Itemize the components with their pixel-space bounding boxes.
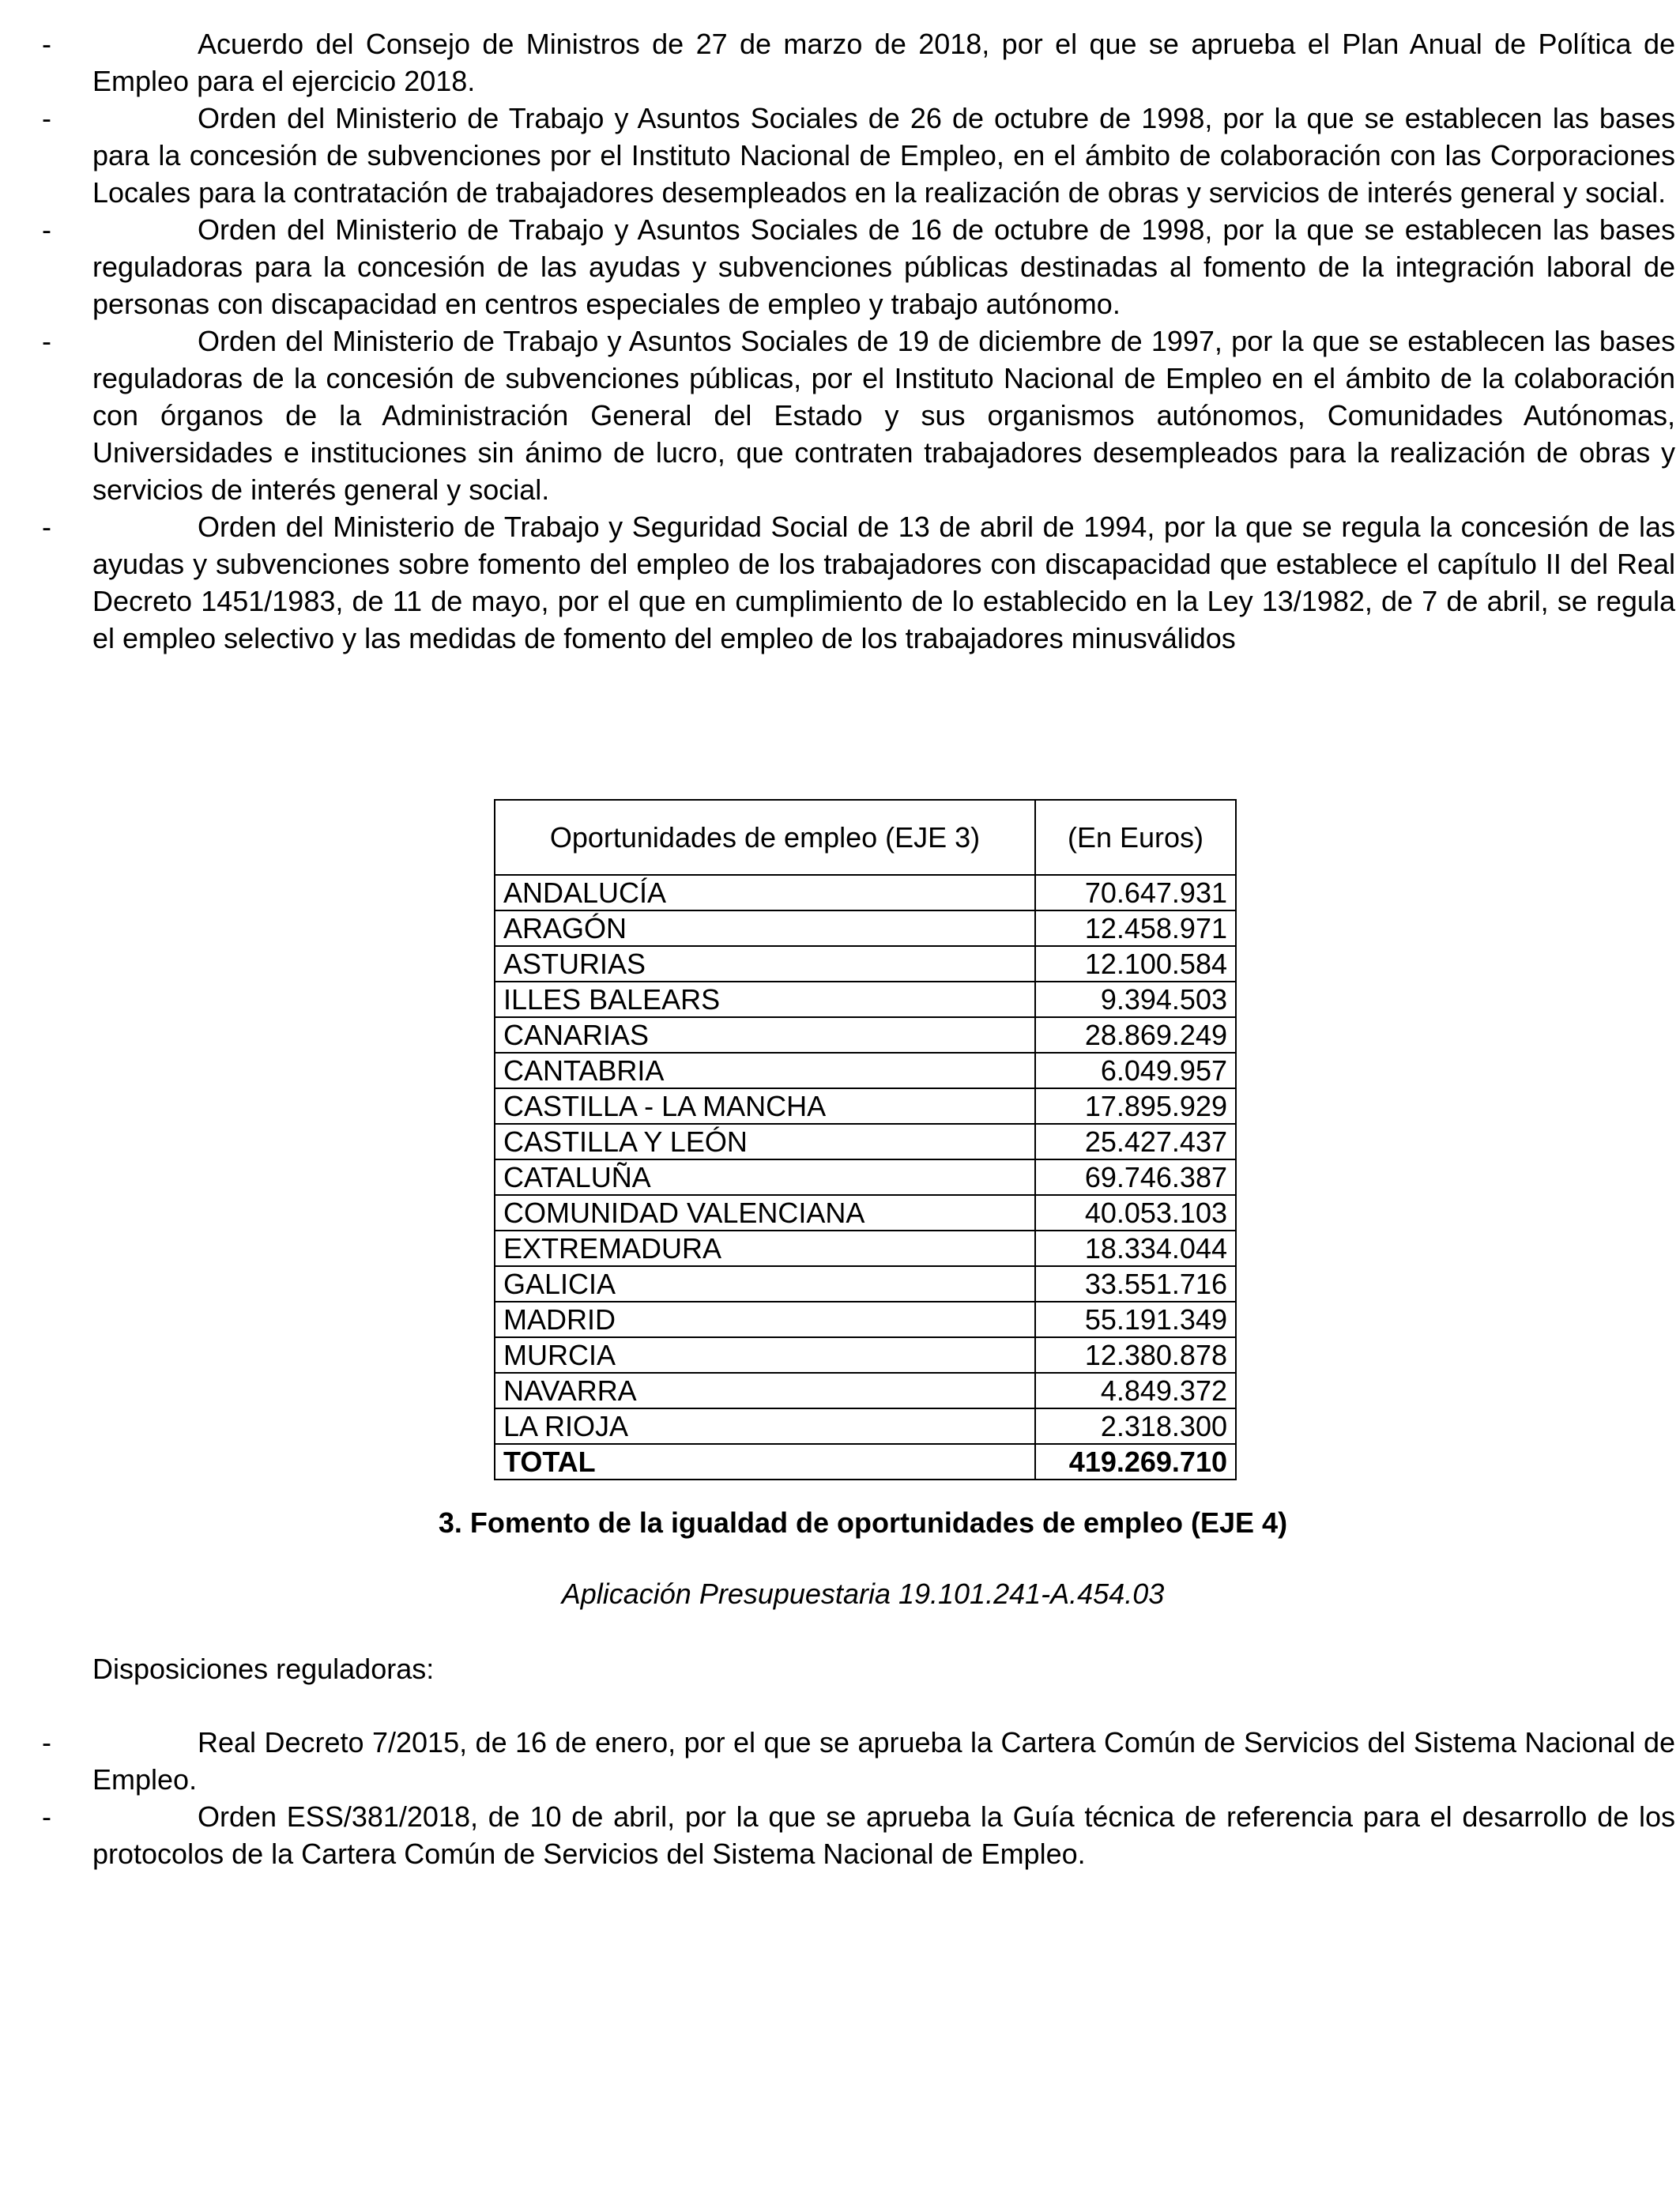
table-body [495, 875, 1236, 1480]
regulations-list-bottom [42, 1724, 1675, 1872]
region-amount: 12.380.878 [1035, 1337, 1236, 1373]
region-name: NAVARRA [495, 1373, 1035, 1408]
region-name: EXTREMADURA [495, 1231, 1035, 1266]
list-dash: - [42, 325, 51, 357]
table-header-name: Oportunidades de empleo (EJE 3) [495, 800, 1035, 875]
table-row [495, 910, 1236, 946]
section-heading: 3. Fomento de la igualdad de oportunidades de empleo (EJE 4) [438, 1506, 1288, 1539]
regulations-list-top [42, 25, 1675, 657]
table-row [495, 1088, 1236, 1124]
region-amount: 55.191.349 [1035, 1302, 1236, 1337]
table-row [495, 1195, 1236, 1231]
region-amount: 12.458.971 [1035, 910, 1236, 946]
region-amount: 6.049.957 [1035, 1053, 1236, 1088]
list-item [42, 322, 1675, 508]
region-amount: 33.551.716 [1035, 1266, 1236, 1302]
list-dash: - [42, 28, 51, 60]
region-name: CASTILLA Y LEÓN [495, 1124, 1035, 1159]
table-row [495, 1124, 1236, 1159]
list-item-text: Orden del Ministerio de Trabajo y Asuntos Sociales de 19 de diciembre de 1997, por la que se establecen las bases reguladoras de la concesión de subvenciones públicas, por el Instituto Nacional de Empleo en el ámbito de la colaboración con órganos de la Administración General del Estado y sus organismos autónomos, Comunidades Autónomas, Universidades e instituciones sin ánimo de lucro, que contraten trabajadores desempleados para la realización de obras y servicios de interés general y social. [92, 325, 1675, 506]
region-name: GALICIA [495, 1266, 1035, 1302]
list-item-text: Orden ESS/381/2018, de 10 de abril, por la que se aprueba la Guía técnica de referencia para el desarrollo de los protocolos de la Cartera Común de Servicios del Sistema Nacional de Empleo. [92, 1800, 1675, 1870]
table-row [495, 1408, 1236, 1444]
list-item [42, 25, 1675, 100]
list-item-text: Real Decreto 7/2015, de 16 de enero, por el que se aprueba la Cartera Común de Servicios del Sistema Nacional de Empleo. [92, 1726, 1675, 1796]
region-name: LA RIOJA [495, 1408, 1035, 1444]
total-label: TOTAL [495, 1444, 1035, 1480]
total-amount: 419.269.710 [1035, 1444, 1236, 1480]
region-amount: 2.318.300 [1035, 1408, 1236, 1444]
table-row [495, 1231, 1236, 1266]
dispositions-label: Disposiciones reguladoras: [92, 1653, 435, 1685]
list-item [42, 211, 1675, 322]
list-dash: - [42, 1726, 51, 1759]
funding-table [494, 799, 1237, 1480]
table-row [495, 875, 1236, 910]
list-dash: - [42, 213, 51, 246]
list-item-text: Orden del Ministerio de Trabajo y Asuntos Sociales de 16 de octubre de 1998, por la que se establecen las bases reguladoras para la concesión de las ayudas y subvenciones públicas destinadas al fomento de la integración laboral de personas con discapacidad en centros especiales de empleo y trabajo autónomo. [92, 213, 1675, 320]
table-header-row [495, 800, 1236, 875]
region-amount: 9.394.503 [1035, 982, 1236, 1017]
list-item-text: Orden del Ministerio de Trabajo y Asuntos Sociales de 26 de octubre de 1998, por la que se establecen las bases para la concesión de subvenciones por el Instituto Nacional de Empleo, en el ámbito de colaboración con las Corporaciones Locales para la contratación de trabajadores desempleados en la realización de obras y servicios de interés general y social. [92, 102, 1675, 209]
region-name: CASTILLA - LA MANCHA [495, 1088, 1035, 1124]
region-amount: 69.746.387 [1035, 1159, 1236, 1195]
region-name: CANTABRIA [495, 1053, 1035, 1088]
region-name: CATALUÑA [495, 1159, 1035, 1195]
list-item [42, 1724, 1675, 1798]
list-dash: - [42, 1800, 51, 1833]
region-name: ARAGÓN [495, 910, 1035, 946]
list-item [42, 1798, 1675, 1872]
table-row [495, 946, 1236, 982]
region-amount: 18.334.044 [1035, 1231, 1236, 1266]
region-amount: 40.053.103 [1035, 1195, 1236, 1231]
table-row [495, 1017, 1236, 1053]
table-total-row [495, 1444, 1236, 1480]
region-amount: 4.849.372 [1035, 1373, 1236, 1408]
region-name: CANARIAS [495, 1017, 1035, 1053]
region-name: ANDALUCÍA [495, 875, 1035, 910]
funding-table-wrapper [494, 799, 1237, 1480]
region-name: MURCIA [495, 1337, 1035, 1373]
region-amount: 17.895.929 [1035, 1088, 1236, 1124]
region-name: ILLES BALEARS [495, 982, 1035, 1017]
table-row [495, 1053, 1236, 1088]
table-row [495, 1373, 1236, 1408]
list-dash: - [42, 511, 51, 543]
region-amount: 12.100.584 [1035, 946, 1236, 982]
list-item-text: Acuerdo del Consejo de Ministros de 27 de marzo de 2018, por el que se aprueba el Plan Anual de Política de Empleo para el ejercicio 2018. [92, 28, 1675, 97]
table-row [495, 1266, 1236, 1302]
table-row [495, 982, 1236, 1017]
region-name: ASTURIAS [495, 946, 1035, 982]
table-header-value: (En Euros) [1035, 800, 1236, 875]
region-amount: 70.647.931 [1035, 875, 1236, 910]
list-dash: - [42, 102, 51, 134]
region-amount: 28.869.249 [1035, 1017, 1236, 1053]
table-row [495, 1337, 1236, 1373]
list-item [42, 508, 1675, 657]
region-amount: 25.427.437 [1035, 1124, 1236, 1159]
table-row [495, 1302, 1236, 1337]
list-item [42, 100, 1675, 211]
list-item-text: Orden del Ministerio de Trabajo y Seguridad Social de 13 de abril de 1994, por la que se regula la concesión de las ayudas y subvenciones sobre fomento del empleo de los trabajadores con discapacidad que establece el capítulo II del Real Decreto 1451/1983, de 11 de mayo, por el que en cumplimiento de lo establecido en la Ley 13/1982, de 7 de abril, se regula el empleo selectivo y las medidas de fomento del empleo de los trabajadores minusválidos [92, 511, 1675, 654]
region-name: MADRID [495, 1302, 1035, 1337]
region-name: COMUNIDAD VALENCIANA [495, 1195, 1035, 1231]
table-row [495, 1159, 1236, 1195]
budget-application: Aplicación Presupuestaria 19.101.241-A.454.03 [561, 1578, 1165, 1610]
